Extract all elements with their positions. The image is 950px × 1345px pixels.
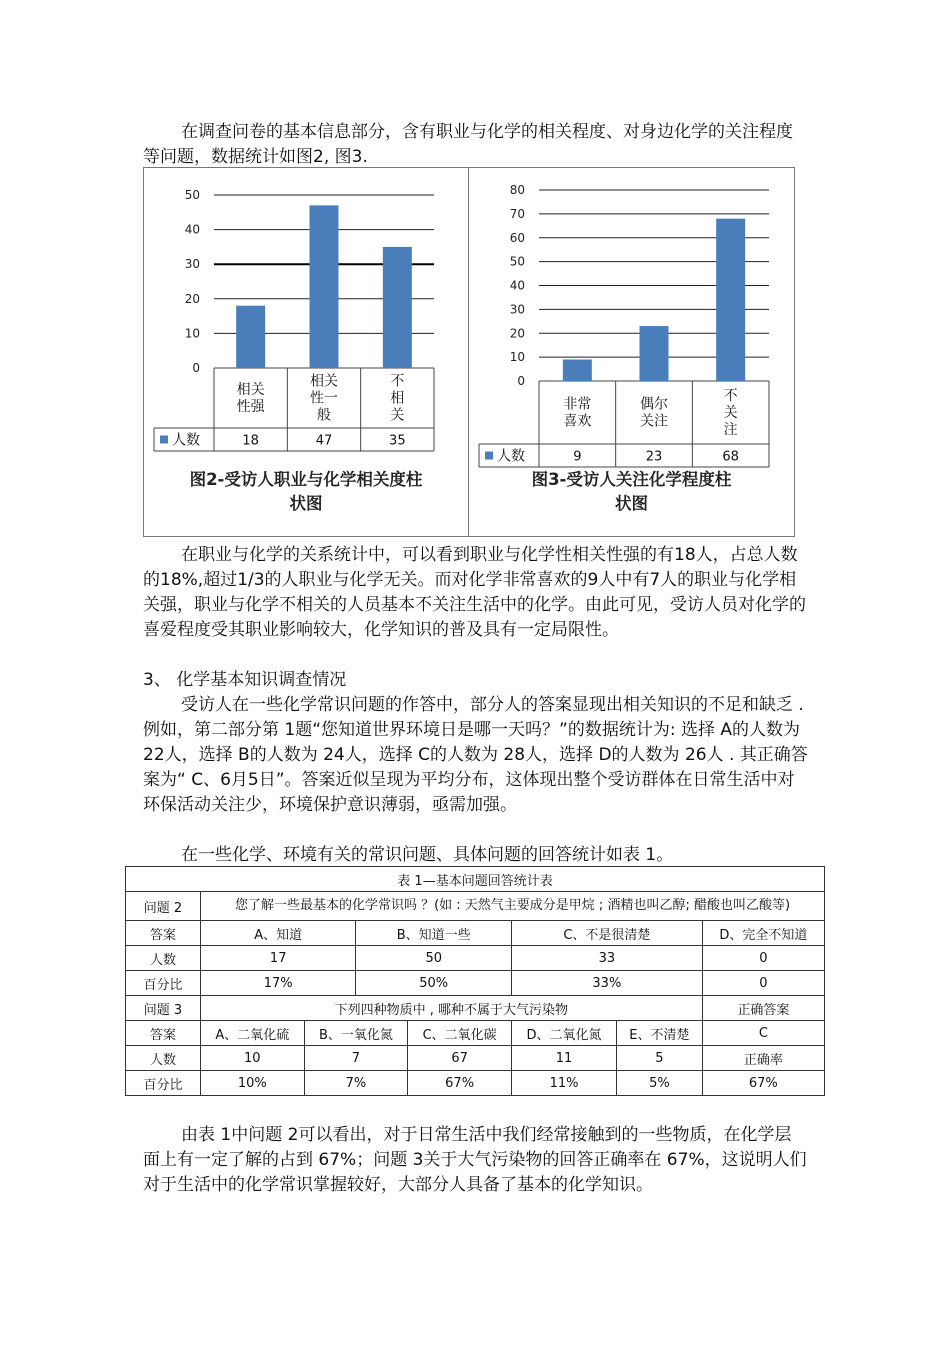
- q3-option: B、一氧化氮: [304, 1021, 408, 1046]
- q2-text: 您了解一些最基本的化学常识吗 ？(如 : 天然气主要成分是甲烷 ; 酒精也叫乙醇; 醋酸也叫乙酸等): [201, 892, 825, 921]
- bar: [310, 205, 339, 368]
- y-tick-label: 40: [509, 278, 525, 293]
- y-tick-label: 30: [509, 302, 525, 317]
- q2-pct: 17%: [201, 971, 356, 996]
- x-tick-label: 偶尔: [640, 396, 668, 413]
- q3-count: 7: [304, 1046, 408, 1071]
- x-tick-label: 性一: [310, 390, 338, 407]
- x-tick-label: 关注: [640, 413, 668, 430]
- fig2-caption: [144, 468, 468, 516]
- x-tick-label: 喜欢: [563, 413, 592, 430]
- y-tick-label: 50: [184, 188, 200, 202]
- fig3-caption: [469, 468, 794, 516]
- data-label: 18: [242, 433, 259, 449]
- q3-option: E、不清楚: [617, 1021, 703, 1046]
- q2-option: B、知道一些: [356, 921, 512, 946]
- fig2-caption-line1: 图2-受访人职业与化学相关度柱: [189, 470, 423, 489]
- q2-count: 33: [512, 946, 703, 971]
- conclusion-paragraph: 由表 1中问题 2可以看出，对于日常生活中我们经常接触到的一些物质，在化学层面上有一定了解的占到 67%；问题 3关于大气污染物的回答正确率在 67%，这说明人们对于生活中的化学常识掌握较好，大部分人具备了基本的化学知识。: [143, 1125, 807, 1195]
- q3-pct: 67%: [408, 1071, 512, 1096]
- chart-fig3: [469, 168, 794, 468]
- legend-swatch: [160, 436, 168, 444]
- q3-count: 10: [201, 1046, 305, 1071]
- q3-rate-label: 正确率: [702, 1046, 824, 1071]
- data-label: 9: [573, 449, 582, 465]
- fig3-caption-line1: 图3-受访人关注化学程度柱: [531, 470, 732, 489]
- q2-count-label: 人数: [126, 946, 201, 971]
- data-label: 35: [389, 433, 406, 449]
- table-intro-paragraph: 在一些化学、环境有关的常识问题、具体问题的回答统计如表 1。: [181, 845, 674, 865]
- x-tick-label: 关: [390, 407, 405, 424]
- x-tick-label: 相关: [310, 373, 338, 390]
- figure-3: [468, 167, 795, 537]
- x-tick-label: 注: [723, 422, 738, 438]
- y-tick-label: 20: [184, 291, 200, 306]
- q2-label: 问题 2: [126, 892, 201, 921]
- x-tick-label: 不: [723, 388, 738, 404]
- fig2-caption-line2: 状图: [289, 494, 323, 513]
- intro-paragraph: 在调查问卷的基本信息部分，含有职业与化学的相关程度、对身边化学的关注程度等问题，数据统计如图2, 图3.: [143, 122, 793, 167]
- q3-rate-value: 67%: [702, 1071, 824, 1096]
- q3-correct-label: 正确答案: [702, 996, 824, 1021]
- y-tick-label: 20: [509, 326, 525, 341]
- q3-count-label: 人数: [126, 1046, 201, 1071]
- data-label: 23: [645, 449, 663, 465]
- x-tick-label: 关: [723, 405, 738, 421]
- y-tick-label: 0: [517, 374, 525, 388]
- q3-pct: 10%: [201, 1071, 305, 1096]
- q2-answer-label: 答案: [126, 921, 201, 946]
- data-label: 68: [722, 449, 739, 465]
- q3-count: 67: [408, 1046, 512, 1071]
- q3-label: 问题 3: [126, 996, 201, 1021]
- q2-pct: 50%: [356, 971, 512, 996]
- fig3-caption-line2: 状图: [615, 494, 648, 513]
- q2-pct: 33%: [512, 971, 703, 996]
- q3-count: 5: [617, 1046, 703, 1071]
- q3-count: 11: [512, 1046, 617, 1071]
- q2-count: 50: [356, 946, 512, 971]
- legend-label: 人数: [497, 448, 525, 465]
- table-1: [125, 866, 825, 1096]
- analysis-paragraph: 在职业与化学的关系统计中，可以看到职业与化学性相关性强的有18人，占总人数的18%,超过1/3的人职业与化学无关。而对化学非常喜欢的9人中有7人的职业与化学相关强，职业与化学不相关的人员基本不关注生活中的化学。由此可见，受访人员对化学的喜爱程度受其职业影响较大，化学知识的普及具有一定局限性。: [143, 545, 806, 640]
- x-tick-label: 非常: [563, 396, 592, 413]
- section-heading: 3、 化学基本知识调查情况: [143, 670, 347, 690]
- y-tick-label: 30: [184, 257, 200, 272]
- y-tick-label: 80: [509, 183, 525, 197]
- q3-correct-value: C: [702, 1021, 824, 1046]
- q2-pct: 0: [702, 971, 824, 996]
- q2-pct-label: 百分比: [126, 971, 201, 996]
- q2-count: 17: [201, 946, 356, 971]
- q3-option: D、二氧化氮: [512, 1021, 617, 1046]
- y-tick-label: 60: [509, 230, 525, 245]
- legend-swatch: [485, 452, 493, 460]
- bar: [383, 247, 412, 368]
- q3-pct: 11%: [512, 1071, 617, 1096]
- x-tick-label: 般: [317, 407, 331, 424]
- x-tick-label: 相: [390, 390, 405, 407]
- x-tick-label: 相关: [236, 382, 265, 398]
- knowledge-paragraph: 受访人在一些化学常识问题的作答中，部分人的答案显现出相关知识的不足和缺乏 . 例如，第二部分第 1题“您知道世界环境日是哪一天吗？”的数据统计为: 选择 A的人数为 22人，选择 B的人数为 24人，选择 C的人数为 28人，选择 D的人数为 26人 . 其正确答案为“ C、6月5日”。答案近似呈现为平均分布，这体现出整个受访群体在日常生活中对环保活动关注少，环境保护意识薄弱，亟需加强。: [143, 695, 808, 815]
- chart-fig2: [144, 168, 468, 468]
- y-tick-label: 10: [509, 350, 525, 365]
- y-tick-label: 0: [192, 361, 200, 375]
- q3-pct: 5%: [617, 1071, 703, 1096]
- q3-pct-label: 百分比: [126, 1071, 201, 1096]
- q2-count: 0: [702, 946, 824, 971]
- q2-option: C、不是很清楚: [512, 921, 703, 946]
- y-tick-label: 40: [184, 222, 200, 237]
- data-label: 47: [315, 433, 333, 449]
- y-tick-label: 10: [184, 326, 200, 341]
- bar: [640, 326, 669, 381]
- bar: [563, 360, 592, 381]
- y-tick-label: 70: [509, 206, 525, 221]
- q3-pct: 7%: [304, 1071, 408, 1096]
- y-tick-label: 50: [509, 254, 525, 269]
- q3-text: 下列四种物质中 , 哪种不属于大气污染物: [201, 996, 703, 1021]
- figures-area: [143, 167, 795, 537]
- q2-option: D、完全不知道: [702, 921, 824, 946]
- q3-option: A、二氧化硫: [201, 1021, 305, 1046]
- q2-option: A、知道: [201, 921, 356, 946]
- bar: [716, 219, 745, 381]
- table-title: 表 1—基本问题回答统计表: [126, 867, 825, 892]
- x-tick-label: 性强: [236, 399, 265, 415]
- x-tick-label: 不: [390, 373, 405, 390]
- q3-option: C、二氧化碳: [408, 1021, 512, 1046]
- q3-answer-label: 答案: [126, 1021, 201, 1046]
- figure-2: [143, 167, 469, 537]
- bar: [236, 306, 265, 368]
- legend-label: 人数: [172, 432, 200, 449]
